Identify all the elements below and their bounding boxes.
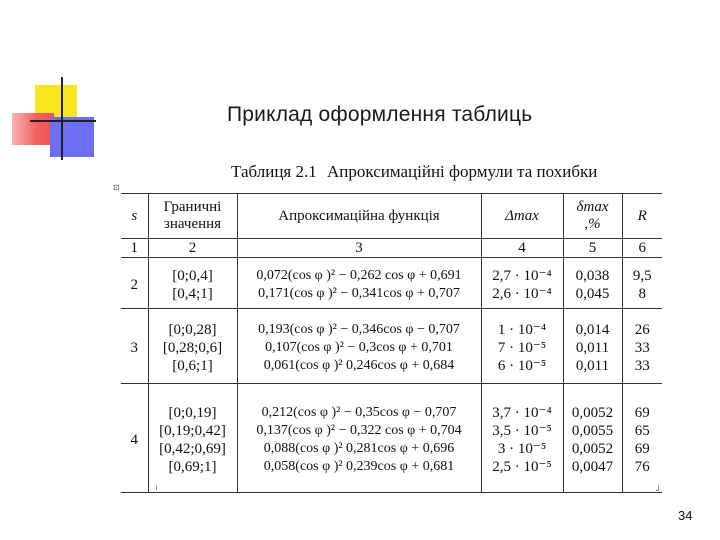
object-anchor-icon: ⊡: [113, 183, 120, 192]
table-row: [121, 258, 662, 309]
index-cell: 6: [622, 239, 662, 258]
delta-cell: 1 · 10⁻⁴ 7 · 10⁻⁵ 6 · 10⁻⁵: [481, 309, 563, 384]
header-delta: Δmax: [481, 194, 563, 239]
delta-rel-cell: 0,038 0,045: [563, 258, 622, 309]
table-index-row: [121, 239, 662, 258]
decor-blue-square: [50, 117, 94, 157]
function-cell: 0,193(cos φ )² − 0,346cos φ − 0,707 0,107(cos φ )² − 0,3cos φ + 0,701 0,061(cos φ )² 0,246cos φ + 0,684: [237, 309, 481, 384]
table-caption-text: Апроксимаційні формули та похибки: [327, 162, 598, 181]
delta-rel-cell: 0,0052 0,0055 0,0052 0,0047: [563, 384, 622, 493]
table-row: [121, 309, 662, 384]
r-cell: 9,5 8: [622, 258, 662, 309]
function-cell: 0,072(cos φ )² − 0,262 cos φ + 0,691 0,171(cos φ )² − 0,341cos φ + 0,707: [237, 258, 481, 309]
s-cell: 4: [121, 384, 148, 493]
header-bounds: Граничні значення: [148, 194, 237, 239]
table-caption-label: Таблиця 2.1: [231, 162, 317, 181]
slide-title: Приклад оформлення таблиць: [227, 103, 533, 126]
r-cell: 26 33 33: [622, 309, 662, 384]
header-s: s: [121, 194, 148, 239]
bounds-cell: [0;0,19] [0,19;0,42] [0,42;0,69] [0,69;1]: [148, 384, 237, 493]
header-r: R: [622, 194, 662, 239]
decor-red-square: [12, 113, 54, 145]
decor-horizontal-line: [30, 120, 96, 122]
header-delta-rel: δmax ,%: [563, 194, 622, 239]
table-row: [121, 384, 662, 493]
bounds-cell: [0;0,4] [0,4;1]: [148, 258, 237, 309]
index-cell: 4: [481, 239, 563, 258]
bounds-cell: [0;0,28] [0,28;0,6] [0,6;1]: [148, 309, 237, 384]
object-anchor-icon: ╵: [154, 486, 159, 495]
index-cell: 3: [237, 239, 481, 258]
page-number: 34: [678, 508, 693, 523]
function-cell: 0,212(cos φ )² − 0,35cos φ − 0,707 0,137(cos φ )² − 0,322 cos φ + 0,704 0,088(cos φ )² 0,281cos φ + 0,696 0,058(cos φ )² 0,239cos φ + 0,681: [237, 384, 481, 493]
delta-cell: 3,7 · 10⁻⁴ 3,5 · 10⁻⁵ 3 · 10⁻⁵ 2,5 · 10⁻⁵: [481, 384, 563, 493]
table-header-row: [121, 194, 662, 239]
s-cell: 3: [121, 309, 148, 384]
index-cell: 2: [148, 239, 237, 258]
index-cell: 1: [121, 239, 148, 258]
header-function: Апроксимаційна функція: [237, 194, 481, 239]
delta-rel-cell: 0,014 0,011 0,011: [563, 309, 622, 384]
s-cell: 2: [121, 258, 148, 309]
index-cell: 5: [563, 239, 622, 258]
decor-vertical-line: [61, 77, 63, 160]
approximation-table: [121, 193, 662, 493]
object-anchor-icon: ┘: [656, 486, 661, 495]
r-cell: 69 65 69 76: [622, 384, 662, 493]
delta-cell: 2,7 · 10⁻⁴ 2,6 · 10⁻⁴: [481, 258, 563, 309]
